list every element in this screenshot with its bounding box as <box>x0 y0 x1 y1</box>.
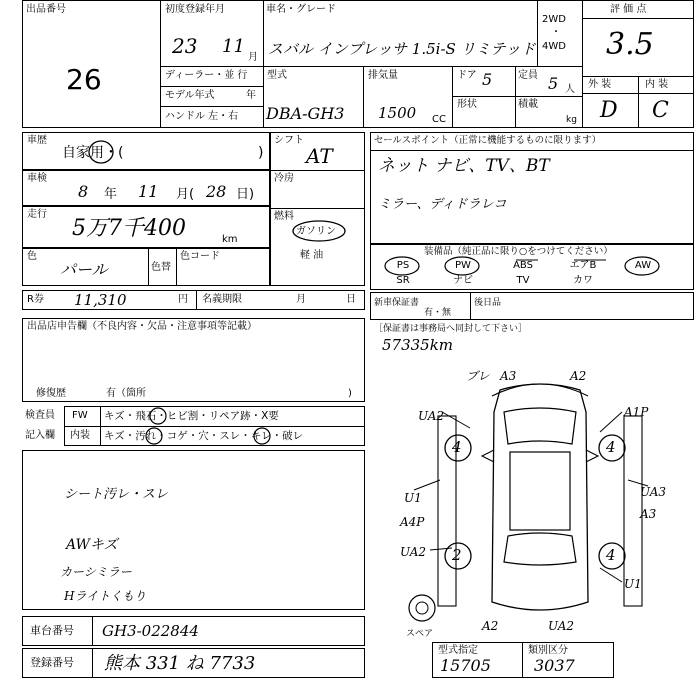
model-value: DBA-GH3 <box>266 104 345 123</box>
divider <box>270 170 365 171</box>
equipment-item: エアB <box>569 260 597 271</box>
damage-annotation: A3 <box>500 369 517 383</box>
exterior-value: D <box>600 98 618 123</box>
notes-line2: AWキズ <box>66 537 118 553</box>
color-code-label: 色コード <box>180 251 220 262</box>
divider <box>160 66 582 67</box>
divider <box>160 0 161 128</box>
score-value: 3.5 <box>606 27 654 62</box>
divider <box>263 0 264 66</box>
registration-value: 熊本 331 ね 7733 <box>104 653 256 674</box>
damage-annotation: A3 <box>640 507 657 521</box>
divider <box>270 208 365 209</box>
year-unit: 年 <box>246 90 256 101</box>
inspection-year-unit: 年 <box>104 187 118 202</box>
equipment-circles <box>370 256 694 278</box>
divider <box>263 66 264 128</box>
equipment-item: PW <box>455 260 471 271</box>
equipment-item: ナビ <box>453 275 473 286</box>
damage-annotation: A2 <box>482 619 499 633</box>
inspector-marks <box>100 406 365 446</box>
equipment-item: TV <box>516 275 530 286</box>
damage-annotation: UA2 <box>548 619 575 633</box>
divider <box>515 66 516 96</box>
inspector-entry-label: 記入欄 <box>25 430 55 441</box>
damage-annotation: UA3 <box>640 485 667 499</box>
divider <box>363 66 364 128</box>
capacity-label: 定員 <box>518 70 538 81</box>
tire-rear-right: 4 <box>606 546 616 564</box>
inspection-label: 車検 <box>27 173 47 184</box>
chassis-value: GH3-022844 <box>102 622 199 640</box>
notes-line3: カーシミラー <box>60 565 132 579</box>
shape-label: 形状 <box>457 99 477 110</box>
type-designation-label: 型式指定 <box>438 645 478 656</box>
chassis-label: 車台番号 <box>30 624 74 637</box>
divider <box>582 0 583 128</box>
usage-close: ) <box>258 145 264 161</box>
sales-points-box <box>370 132 694 244</box>
divider <box>582 93 694 94</box>
lot-label: 出品番号 <box>26 4 66 15</box>
drive-2wd: 2WD <box>542 14 566 25</box>
warranty-note: ［保証書は事務局へ同封して下さい］ <box>374 324 528 334</box>
circle-mark <box>86 138 116 166</box>
interior-value: C <box>652 98 669 123</box>
divider <box>160 86 263 87</box>
registration-label: 登録番号 <box>30 656 74 669</box>
fw-label: FW <box>72 410 88 421</box>
usage-label: 車歴 <box>27 135 47 146</box>
notes-line4: Hライトくもり <box>64 589 147 603</box>
fuel-gasoline: ガソリン <box>296 226 336 237</box>
divider <box>196 290 197 310</box>
tire-rear-left: 2 <box>452 546 462 564</box>
damage-annotation: UA2 <box>400 545 427 559</box>
tire-front-left: 4 <box>452 438 462 456</box>
fuel-label: 燃料 <box>274 211 294 222</box>
header-section <box>22 0 694 128</box>
circle-mark <box>290 218 348 244</box>
displacement-label: 排気量 <box>368 70 398 81</box>
fuel-light-oil: 軽 油 <box>300 250 324 261</box>
shift-value: AT <box>306 144 333 168</box>
tire-front-right: 4 <box>606 438 616 456</box>
car-name-value: スバル インプレッサ 1.5i-S リミテッド <box>268 40 536 58</box>
damage-annotation: ブレ <box>466 369 490 383</box>
divider <box>370 150 694 151</box>
exterior-label: 外 装 <box>588 79 612 90</box>
dealer-label: ディーラー・並 行 <box>165 70 248 81</box>
sales-points-line1: ネット ナビ、TV、BT <box>378 156 550 176</box>
repair-close: ) <box>348 388 352 399</box>
shift-label: シフト <box>274 135 304 146</box>
color-label: 色 <box>27 251 37 262</box>
title-expiry-label: 名義期限 <box>202 294 242 305</box>
new-car-warranty-value: 有・無 <box>424 308 452 318</box>
divider <box>522 642 523 678</box>
damage-annotation: A2 <box>570 369 587 383</box>
first-reg-label: 初度登録年月 <box>165 4 225 15</box>
kg-unit: kg <box>566 115 577 125</box>
cc-unit: CC <box>432 114 446 125</box>
type-designation-value: 15705 <box>440 656 491 675</box>
interior-label: 内 装 <box>645 79 669 90</box>
next-date-label: 後日品 <box>474 298 502 308</box>
damage-annotation: A1P <box>624 405 649 419</box>
model-year-label: モデル年式 <box>165 90 215 101</box>
inspection-year: 8 <box>78 182 89 201</box>
divider <box>160 106 263 107</box>
usage-box <box>22 132 270 170</box>
fw-items: キズ・飛石・ヒビ割・リペア跡・X要 <box>104 410 279 422</box>
first-reg-month: 11 <box>222 36 245 57</box>
handle-label: ハンドル 左・右 <box>165 111 239 122</box>
damage-annotation: U1 <box>624 577 642 591</box>
divider <box>452 66 453 128</box>
doors-label: ドア <box>457 70 477 81</box>
spare-label: スペア <box>406 629 434 639</box>
equipment-item: ABS <box>513 260 533 271</box>
repair-value: 有（箇所 <box>106 388 146 399</box>
mileage-label: 走行 <box>27 209 47 220</box>
mileage-value: 5万7千400 <box>72 216 186 241</box>
notes-line1: シート汚レ・スレ <box>64 487 169 502</box>
person-unit: 人 <box>565 84 575 95</box>
equipment-item: AW <box>634 260 652 271</box>
seller-notes-title: 出品店申告欄（不良内容・欠品・注意事項等記載） <box>27 321 257 332</box>
divider <box>638 76 639 128</box>
new-car-warranty-label: 新車保証書 <box>374 298 420 308</box>
inspection-month-unit: 月( <box>176 187 195 202</box>
class-label: 類別区分 <box>528 645 568 656</box>
divider <box>92 616 93 646</box>
load-label: 積載 <box>518 99 538 110</box>
sales-points-title: セールスポイント（正常に機能するものに限ります） <box>374 135 602 146</box>
inspection-month: 11 <box>138 182 159 201</box>
class-value: 3037 <box>534 656 575 675</box>
divider <box>176 248 177 286</box>
divider <box>582 18 694 19</box>
divider <box>515 96 516 128</box>
inspection-day-unit: 日) <box>236 187 255 202</box>
drive-dot: ・ <box>551 27 561 38</box>
inspector-label: 検査員 <box>25 410 55 421</box>
lot-number: 26 <box>66 63 102 96</box>
score-label: 評 価 点 <box>610 4 647 15</box>
doors-value: 5 <box>482 70 493 89</box>
repaint-label: 色替 <box>151 262 171 273</box>
month-unit: 月 <box>248 52 258 63</box>
ac-label: 冷房 <box>274 173 294 184</box>
divider <box>452 96 582 97</box>
drive-4wd: 4WD <box>542 41 566 52</box>
equipment-item: SR <box>396 275 410 286</box>
divider <box>470 292 471 320</box>
handwritten-mileage: 57335km <box>382 336 454 354</box>
divider <box>92 648 93 678</box>
displacement-value: 1500 <box>378 104 417 122</box>
notes-box <box>22 450 365 610</box>
damage-annotation: U1 <box>404 491 422 505</box>
recycle-label: R券 <box>27 294 44 305</box>
car-name-label: 車名・グレード <box>266 4 336 15</box>
month-unit: 月 <box>296 294 306 305</box>
equipment-item: PS <box>396 260 410 271</box>
color-value: パール <box>60 260 108 279</box>
day-unit: 日 <box>346 294 356 305</box>
yen-unit: 円 <box>178 294 188 305</box>
equipment-item: カワ <box>573 275 593 286</box>
recycle-value: 11,310 <box>74 291 127 309</box>
sales-points-line2: ミラー、ディドラレコ <box>378 197 507 212</box>
divider <box>537 0 538 66</box>
damage-annotation: A4P <box>400 515 425 529</box>
equipment-title: 装備品（純正品に限り○をつけてください） <box>424 246 613 257</box>
inspection-day: 28 <box>206 182 227 201</box>
usage-value: 自家用・( <box>62 145 124 161</box>
divider <box>148 248 149 286</box>
km-unit: km <box>222 234 238 245</box>
damage-annotation: UA2 <box>418 409 445 423</box>
interior-inspect-label: 内装 <box>70 430 90 441</box>
interior-items: キズ・汚れ・コゲ・穴・スレ・キレ・破レ <box>104 430 304 442</box>
first-reg-year: 23 <box>172 34 198 58</box>
capacity-value: 5 <box>548 74 559 93</box>
model-label: 型式 <box>267 70 287 81</box>
repair-label: 修復歴 <box>36 388 66 399</box>
